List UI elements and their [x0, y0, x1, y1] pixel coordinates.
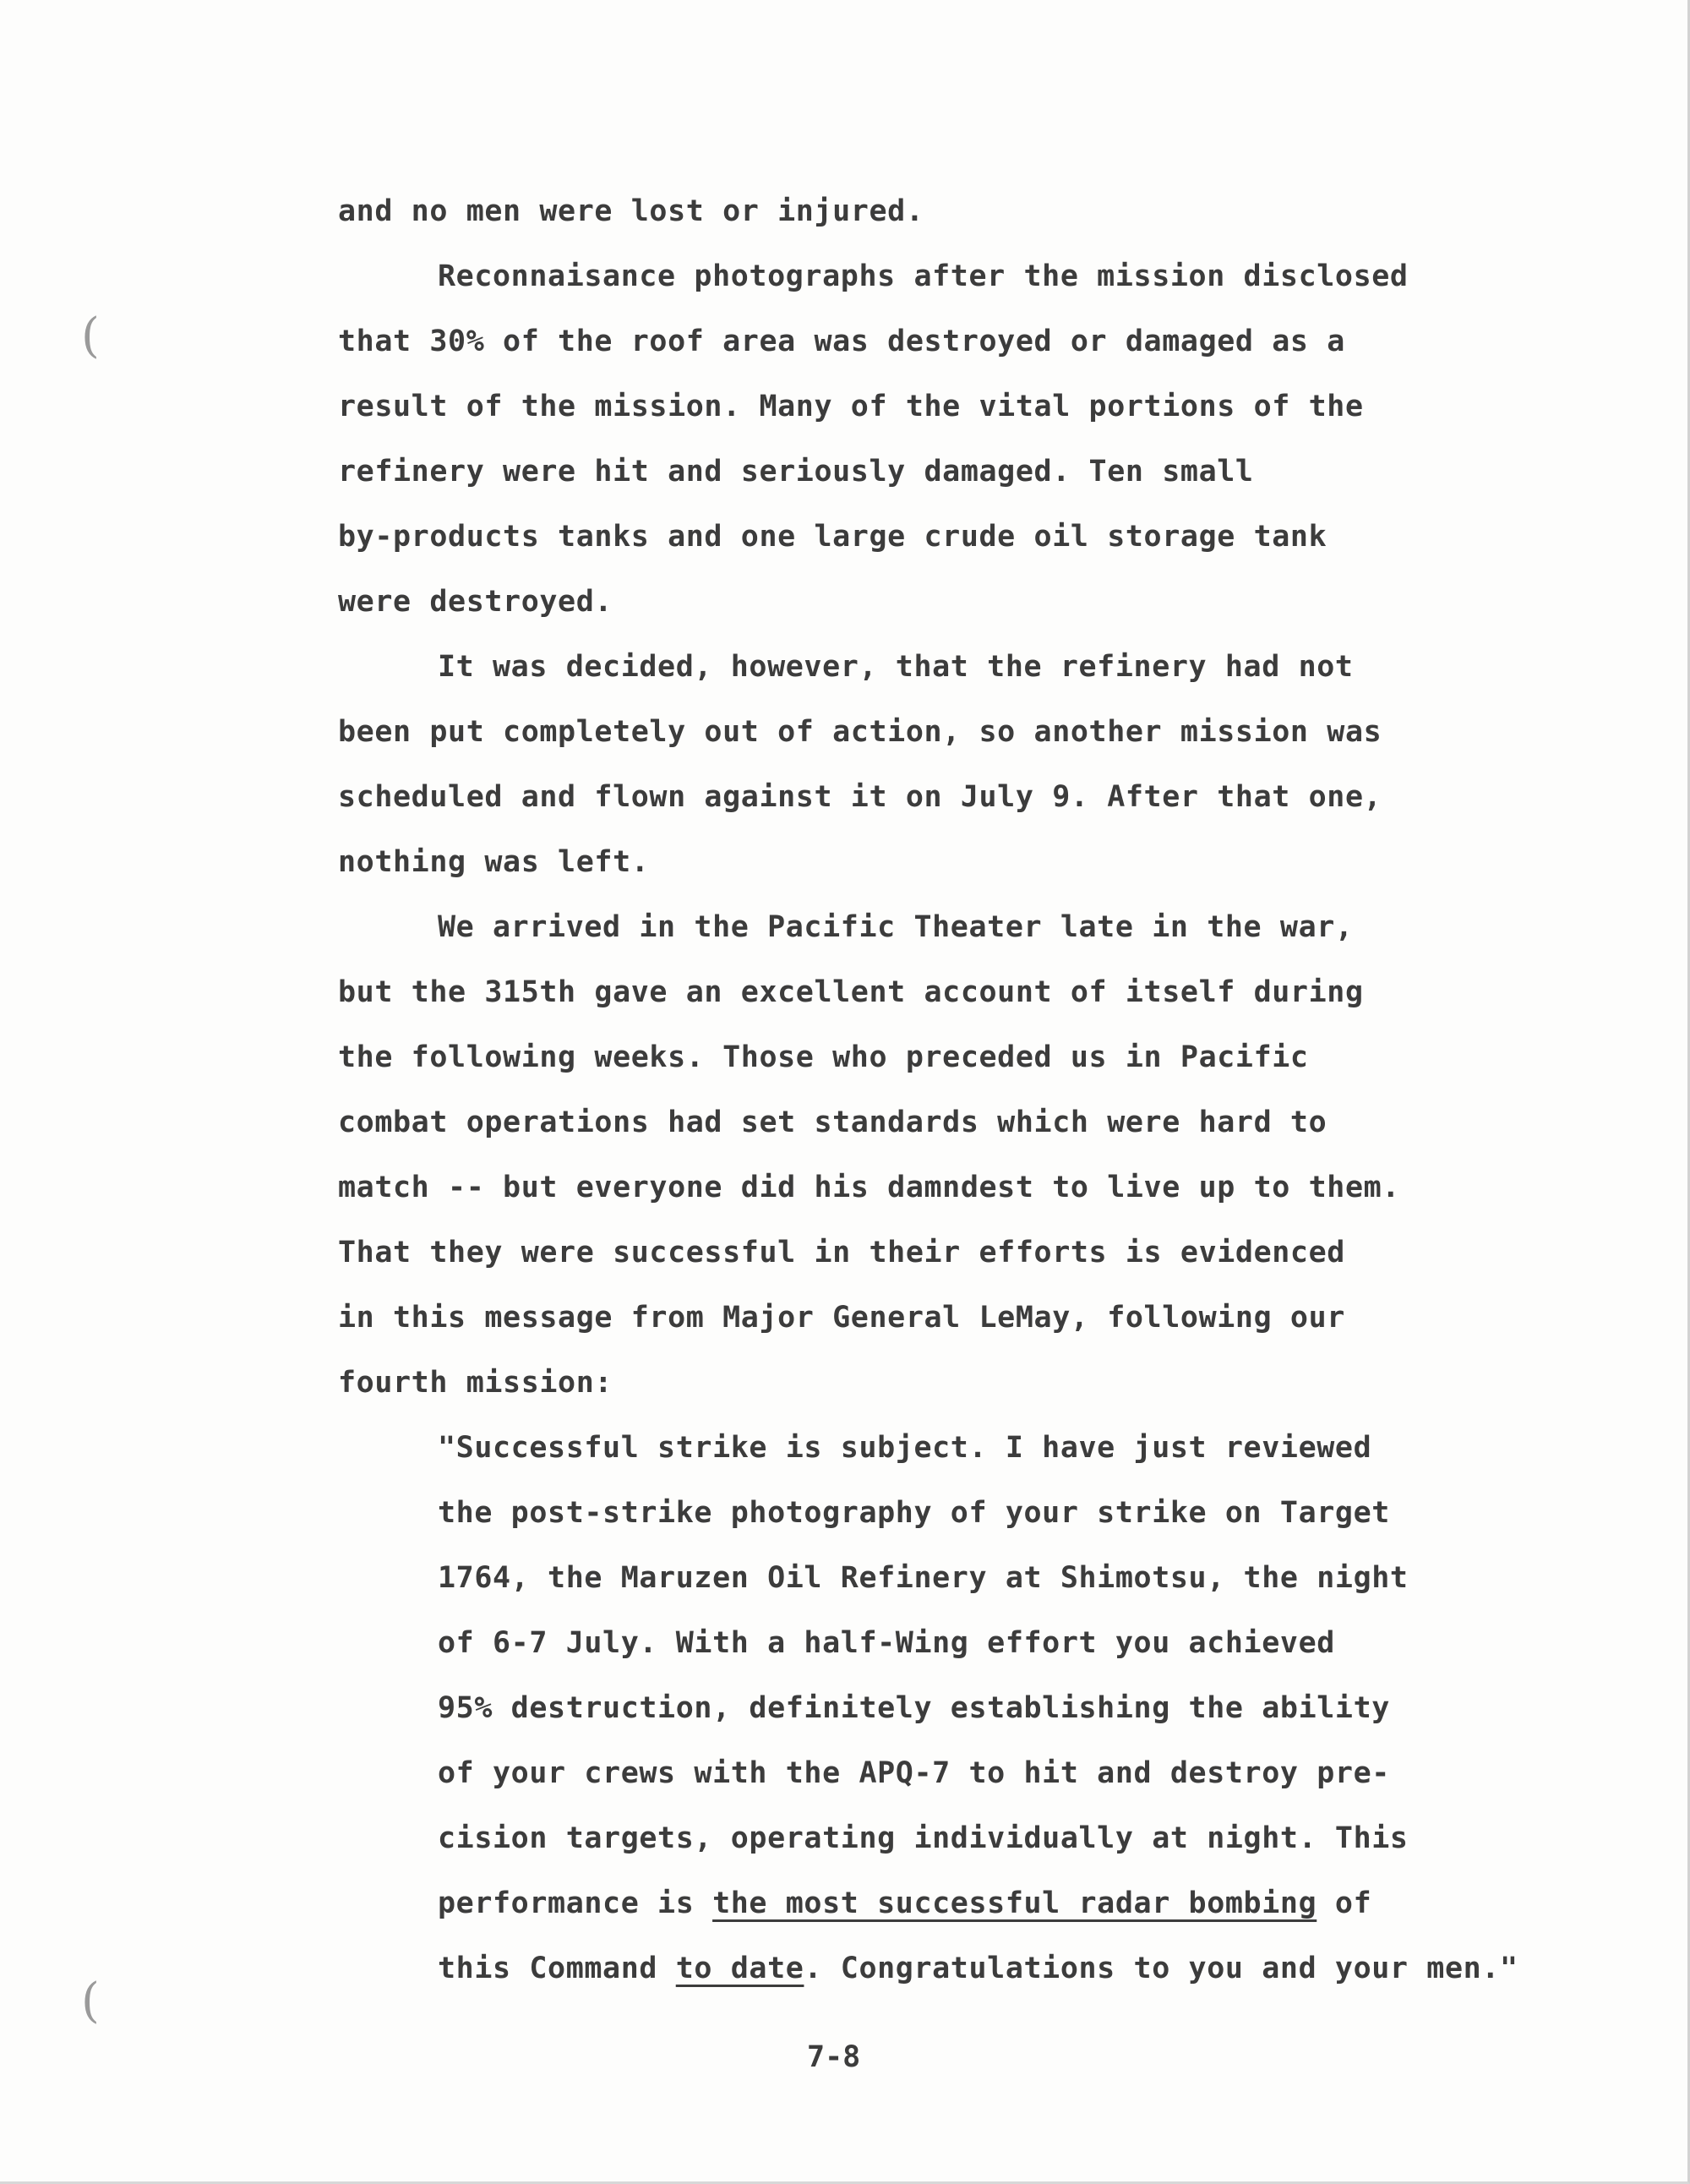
text-line: result of the mission. Many of the vital portions of the [338, 390, 1364, 423]
quote-line [438, 1885, 1371, 1922]
quote-line: 1764, the Maruzen Oil Refinery at Shimotsu, the night [438, 1561, 1409, 1595]
text-line: refinery were hit and seriously damaged. Ten small [338, 455, 1254, 489]
quote-line: of your crews with the APQ-7 to hit and destroy pre- [438, 1756, 1390, 1790]
quote-line: "Successful strike is subject. I have just reviewed [438, 1431, 1372, 1465]
text-line: in this message from Major General LeMay, following our [338, 1301, 1345, 1335]
underlined-phrase: to date [675, 1952, 804, 1985]
text-line: but the 315th gave an excellent account of itself during [338, 975, 1364, 1009]
text-line: fourth mission: [338, 1366, 613, 1400]
quote-text: performance is [438, 1886, 713, 1920]
text-line: That they were successful in their efforts is evidenced [338, 1236, 1345, 1269]
underlined-phrase: the most successful radar bombing [712, 1886, 1317, 1920]
binder-hole-mark-bottom: ( [81, 1974, 100, 2028]
quote-text: this Command [438, 1952, 676, 1985]
text-line: Reconnaisance photographs after the mission disclosed [438, 259, 1409, 293]
quote-line: cision targets, operating individually at night. This [438, 1821, 1409, 1855]
text-line: and no men were lost or injured. [338, 194, 924, 228]
text-line: the following weeks. Those who preceded us in Pacific [338, 1040, 1309, 1074]
text-line: match -- but everyone did his damndest to live up to them. [338, 1171, 1400, 1204]
quote-text: . Congratulations to you and your men." [804, 1952, 1518, 1985]
text-line: We arrived in the Pacific Theater late in the war, [438, 910, 1354, 944]
quote-line: the post-strike photography of your strike on Target [438, 1496, 1390, 1530]
quote-line [438, 1950, 1518, 1987]
text-line: were destroyed. [338, 585, 613, 619]
text-line: scheduled and flown against it on July 9. After that one, [338, 780, 1382, 814]
text-line: nothing was left. [338, 845, 650, 879]
text-line: It was decided, however, that the refinery had not [438, 650, 1354, 684]
quote-line: 95% destruction, definitely establishing the ability [438, 1691, 1390, 1725]
text-line: that 30% of the roof area was destroyed or damaged as a [338, 325, 1345, 358]
quote-text: of [1317, 1886, 1372, 1920]
text-line: by-products tanks and one large crude oil storage tank [338, 520, 1327, 554]
text-line: combat operations had set standards which were hard to [338, 1106, 1327, 1139]
quote-line: of 6-7 July. With a half-Wing effort you achieved [438, 1626, 1335, 1660]
page-number: 7-8 [807, 2040, 861, 2074]
text-line: been put completely out of action, so another mission was [338, 715, 1382, 749]
binder-hole-mark-top: ( [81, 308, 100, 363]
